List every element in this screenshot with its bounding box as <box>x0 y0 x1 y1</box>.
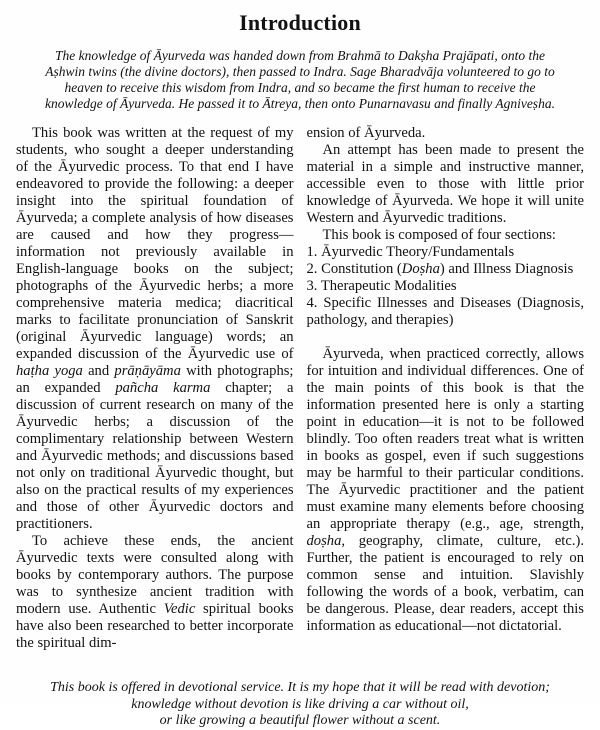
paragraph <box>307 227 585 244</box>
right-column <box>307 125 585 652</box>
text-segment: 1. Āyurvedic Theory/Fundamentals <box>306 244 515 260</box>
epigraph-line: heaven to receive this wisdom from Indra, and so became the first human to receive the <box>64 80 536 95</box>
text-segment: Āyurveda, when practiced correctly, allows for intuition and individual differences. One of the main points of this book is that the information presented here is only a starting point in education—it is not to be followed blindly. Too often readers treat what is written in books as gospel, even if such suggestions may be harmful to their particular conditions. The Āyurvedic practitioner and the patient must examine many elements before choosing an appropriate therapy (e.g., age, strength, <box>306 346 584 532</box>
paragraph <box>16 533 294 652</box>
text-segment: with photographs; an expanded <box>16 363 294 396</box>
footer-quote <box>16 680 584 730</box>
text-segment: This book is composed of four sections: <box>322 227 556 243</box>
text-segment: 2. Constitution ( <box>306 261 402 277</box>
paragraph <box>16 125 294 533</box>
text-segment: and <box>82 363 115 379</box>
footer-line: or like growing a beautiful flower without a scent. <box>159 713 441 728</box>
paragraph <box>307 125 585 142</box>
epigraph-line: The knowledge of Āyurveda was handed down from Brahmā to Dakṣha Prajāpati, onto the <box>55 48 545 63</box>
text-segment: ) and Illness Diagnosis <box>439 261 574 277</box>
italic-term: pañcha karma <box>115 380 211 396</box>
paragraph <box>307 295 585 329</box>
epigraph <box>4 48 596 112</box>
italic-term: haṭha yoga <box>16 363 83 379</box>
paragraph <box>307 278 585 295</box>
italic-term: Vedic <box>163 601 196 617</box>
paragraph <box>307 244 585 261</box>
text-segment: , geography, climate, culture, etc.). Further, the patient is encouraged to rely on common sense and intuition. Slavishly following the words of a book, verbatim, can be dangerous. Please, dear readers, accept this information as educational—not dictatorial. <box>306 533 584 634</box>
paragraph <box>307 142 585 227</box>
paragraph <box>307 346 585 635</box>
page-title: Introduction <box>239 10 361 35</box>
italic-term: Doṣha <box>401 261 440 277</box>
footer-line: This book is offered in devotional service. It is my hope that it will be read with devotion; <box>50 680 550 695</box>
text-segment: chapter; a discussion of current research on many of the Āyurvedic herbs; a discussion of the complimentary relationship between Western and Āyurvedic methods; and discussions based not only on traditional Āyurvedic thought, but also on the practical results of my experiences and those of other Āyurvedic doctors and practitioners. <box>16 380 294 532</box>
footer-line: knowledge without devotion is like driving a car without oil, <box>131 696 469 712</box>
text-segment: To achieve these ends, the ancient Āyurvedic texts were consulted along with books by contemporary authors. The purpose was to synthesize ancient tradition with modern use. Authentic <box>16 533 294 617</box>
italic-term: doṣha <box>306 533 342 549</box>
epigraph-line: knowledge of Āyurveda. He passed it to Ātreya, then onto Punarnavasu and finally Agniveṣha. <box>45 96 555 111</box>
epigraph-line: Aṣhwin twins (the divine doctors), then passed to Indra. Sage Bharadvāja volunteered to go to <box>45 64 555 79</box>
text-segment: spiritual books have also been researched to better incorporate the spiritual dim- <box>16 601 294 651</box>
italic-term: prāṇāyāma <box>114 363 181 379</box>
text-segment: ension of Āyurveda. <box>306 125 426 141</box>
text-segment: 4. Specific Illnesses and Diseases (Diagnosis, pathology, and therapies) <box>306 295 584 328</box>
text-segment: An attempt has been made to present the material in a simple and instructive manner, accessible even to those with little prior knowledge of Āyurveda. We hope it will unite Western and Āyurvedic traditions. <box>306 142 584 226</box>
text-segment: 3. Therapeutic Modalities <box>306 278 457 294</box>
left-column <box>16 125 294 652</box>
text-segment: This book was written at the request of my students, who sought a deeper understanding of the Āyurvedic process. To that end I have endeavored to provide the following: a deeper insight into the spiritual foundation of Āyurveda; a complete analysis of how diseases are caused and how they progress—information not previously available in English-language books on the subject; photographs of the Āyurvedic herbs; a more comprehensive materia medica; diacritical marks to facilitate pronunciation of Sanskrit (original Āyurvedic language) words; an expanded discussion of the Āyurvedic use of <box>16 125 294 362</box>
body-columns <box>16 125 584 652</box>
paragraph <box>307 261 585 278</box>
